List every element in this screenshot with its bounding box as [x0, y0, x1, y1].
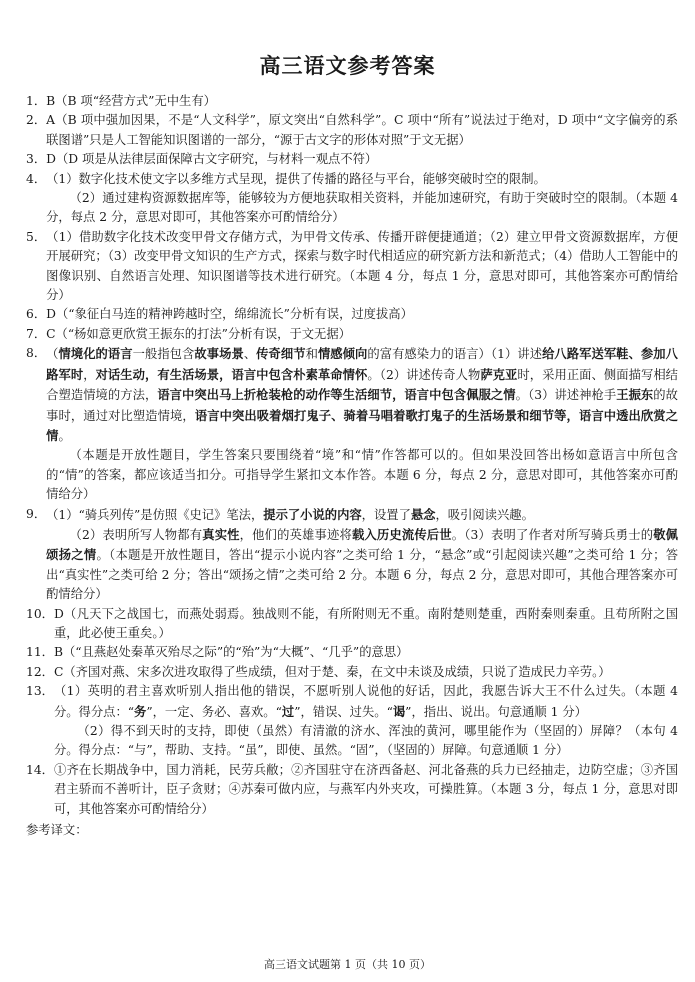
- answer-item: [26, 228, 678, 306]
- key-phrase: 载入历史流传后世: [351, 526, 452, 542]
- text-segment: （2）表明所写人物都有: [69, 527, 203, 542]
- answer-sub: （本题是开放性题目，学生答案只要围绕着“境”和“情”作答都可以的。但如果没回答出杨如意语言中所包含的“情”的答案，都应该适当扣分。可指导学生紧扣文本作答。本题 6 分，每点 2 分，意思对即可，其他答案亦可酌情给分）: [46, 448, 678, 502]
- key-phrase: 敬佩颂扬之情: [46, 526, 678, 563]
- key-phrase: 情感倾向: [317, 346, 368, 362]
- key-phrase: 真实性: [202, 526, 240, 542]
- answer-item: [26, 643, 678, 662]
- answer-main: D（D 项是从法律层面保障古文字研究，与材料一观点不符）: [46, 152, 378, 167]
- answer-text: [46, 325, 678, 344]
- text-segment: ”，错误、过失。“: [294, 704, 393, 719]
- answer-sub: [46, 525, 678, 605]
- answer-text: [54, 663, 678, 682]
- answer-number: 2．: [26, 113, 47, 128]
- answer-text: [46, 305, 678, 324]
- key-phrase: 对话生动，有生活场景，语言中包含朴素革命情怀: [95, 366, 368, 382]
- text-segment: 。（本题是开放性题目，答出“提示小说内容”之类可给 1 分，“悬念”或“引起阅读兴趣”之类可给 1 分；答出“真实性”之类可给 2 分；答出“颂扬之情”之类可给 2 分。本题 6 分，每点 2 分，意思对即可，其他合理答案亦可酌情给分）: [46, 548, 678, 602]
- answer-number: 10．: [26, 606, 54, 621]
- text-segment: （: [46, 347, 59, 362]
- text-segment: 。: [58, 428, 71, 443]
- answer-list: [26, 92, 678, 840]
- answer-text: [54, 643, 678, 662]
- answer-number: 7．: [26, 326, 47, 341]
- key-phrase: 萨克亚: [480, 366, 518, 382]
- text-segment: ，: [83, 367, 96, 382]
- reference-translation-label: 参考译文：: [26, 823, 88, 838]
- answer-number: 12．: [26, 664, 54, 679]
- text-segment: 的故事时，通过对比塑造情境，: [46, 388, 678, 423]
- answer-number: 1．: [26, 94, 47, 108]
- text-segment: 。（3）讲述神枪手: [515, 388, 617, 403]
- text-segment: 。（2）讲述传奇人物: [367, 367, 481, 382]
- answer-item: [26, 344, 678, 504]
- answer-number: 13．: [26, 684, 54, 699]
- text-segment: （1）“骑兵列传”是仿照《史记》笔法，: [46, 507, 264, 522]
- answer-text: [46, 344, 678, 504]
- page-footer: 高三语文试题第 1 页（共 10 页）: [264, 958, 431, 971]
- answer-text: [46, 228, 678, 306]
- text-segment: 。（3）表明了作者对所写骑兵勇士的: [451, 527, 654, 542]
- answer-main: （1）数字化技术使文字以多维方式呈现，提供了传播的路径与平台，能够突破时空的限制。: [46, 171, 546, 186]
- answer-item: [26, 325, 678, 344]
- answer-sub: （2）通过建构资源数据库等，能够较为方便地获取相关资料，并能加速研究，有助于突破时空的限制。（本题 4 分，每点 2 分，意思对即可，其他答案亦可酌情给分）: [46, 191, 678, 225]
- text-segment: 和: [305, 347, 318, 362]
- answer-text: [54, 761, 678, 819]
- text-segment: ，设置了: [361, 507, 411, 522]
- answer-main: B（“且燕赵处秦革灭殆尽之际”的“殆”为“大概”、“几乎”的意思）: [53, 645, 409, 660]
- text-segment: ，吸引阅读兴趣。: [435, 507, 534, 522]
- answer-main: D（凡天下之战国七，而燕处弱焉。独战则不能，有所附则无不重。南附楚则楚重，西附秦则秦重。且苟所附之国重，此必使王重矣。）: [53, 606, 678, 640]
- key-phrase: 过: [281, 703, 295, 719]
- page-title: 高三语文参考答案: [259, 54, 436, 78]
- key-phrase: 谒: [392, 703, 406, 719]
- text-segment: ”，指出、说出。句意通顺 1 分）: [405, 704, 587, 719]
- answer-number: 5．: [26, 229, 47, 244]
- answer-text: [46, 505, 678, 605]
- answer-main: C（齐国对燕、宋多次进攻取得了些成绩，但对于楚、秦，在文中未谈及成绩，只说了造成民力辛劳。）: [53, 664, 611, 679]
- answer-number: 9．: [26, 506, 47, 521]
- answer-item: [26, 505, 678, 605]
- answer-item: [26, 111, 678, 150]
- answer-item: [26, 92, 678, 111]
- key-phrase: 情境化的语言: [58, 346, 133, 362]
- answer-text: [54, 682, 678, 761]
- key-phrase: 故事场景: [194, 346, 244, 362]
- answer-number: 4．: [26, 171, 47, 186]
- answer-number: 11．: [26, 645, 54, 660]
- key-phrase: 给八路军送军鞋、参加八路军时: [46, 346, 678, 382]
- answer-item: [26, 761, 678, 819]
- answer-text: [46, 170, 678, 228]
- answer-main: [46, 505, 678, 525]
- key-phrase: 语言中突出吸着烟打鬼子、骑着马唱着歌打鬼子的生活场景和细节等，语言中透出欣赏之情: [46, 407, 678, 443]
- answer-number: 14．: [26, 762, 54, 777]
- key-phrase: 王振东: [616, 387, 654, 403]
- answer-number: 8．: [26, 346, 47, 361]
- key-phrase: 悬念: [410, 506, 436, 522]
- answer-item: [26, 682, 678, 761]
- answer-item: [26, 170, 678, 228]
- answer-text: [46, 92, 678, 111]
- answer-main: C（“杨如意更欣赏王振东的打法”分析有误，于文无据）: [46, 326, 351, 341]
- key-phrase: 传奇细节: [256, 346, 306, 362]
- key-phrase: 语言中突出马上折枪装枪的动作等生活细节，语言中包含佩服之情: [157, 387, 516, 403]
- text-segment: （1）英明的君主喜欢听别人指出他的错误，不愿听别人说他的好话，因此，我愿告诉大王不什么过失。（本题 4 分。得分点：“: [53, 684, 678, 719]
- answer-number: 6．: [26, 307, 47, 322]
- answer-item: [26, 663, 678, 682]
- answer-item: [26, 605, 678, 644]
- answer-sub: [54, 722, 678, 761]
- text-segment: ，他们的英雄事迹将: [239, 527, 352, 542]
- text-segment: 的富有感染力的语言）（1）讲述: [367, 347, 543, 362]
- answer-text: [46, 150, 678, 169]
- key-phrase: 提示了小说的内容: [263, 506, 362, 522]
- text-segment: （2）得不到天时的支持，即使（虽然）有清澈的济水、浑浊的黄河，哪里能作为（坚固的）屏障？（本句 4 分。得分点：“与”，帮助、支持。“虽”，即使、虽然。“固”，（坚固的）屏障。句意通顺 1 分）: [53, 724, 678, 758]
- text-segment: ”，一定、务必、喜欢。“: [146, 704, 282, 719]
- answer-main: [54, 682, 678, 722]
- text-segment: 时，采用正面、侧面描写相结合塑造情境的方法，: [46, 367, 678, 403]
- answer-number: 3．: [26, 152, 47, 167]
- answer-text: [54, 605, 678, 644]
- text-segment: 、: [243, 347, 257, 362]
- answer-main: B（B 项“经营方式”无中生有）: [46, 94, 216, 108]
- answer-item: [26, 305, 678, 324]
- answer-main: A（B 项中强加因果，不是“人文科学”，原文突出“自然科学”。C 项中“所有”说法过于绝对，D 项中“文字偏旁的系联图谱”只是人工智能知识图谱的一部分，“源于古文字的形体对照”于文无据）: [46, 113, 678, 147]
- text-segment: 一般指包含: [132, 347, 195, 362]
- answer-main: D（“象征白马连的精神跨越时空，绵绵流长”分析有误，过度拔高）: [46, 307, 413, 322]
- answer-main: ①齐在长期战争中，国力消耗，民劳兵敝；②齐国驻守在济西备赵、河北备燕的兵力已经抽走，边防空虚；③齐国君主骄而不善听计，臣子贪财；④苏秦可做内应，与燕军内外夹攻，可操胜算。（本题 3 分，每点 1 分，意思对即可，其他答案亦可酌情给分）: [53, 762, 678, 816]
- key-phrase: 务: [134, 703, 147, 719]
- answer-text: [46, 111, 678, 150]
- answer-main: [46, 344, 678, 446]
- answer-main: （1）借助数字化技术改变甲骨文存储方式，为甲骨文传承、传播开辟便捷通道；（2）建立甲骨文资源数据库，方便开展研究；（3）改变甲骨文知识的生产方式，探索与数字时代相适应的研究新方法和新范式；（4）借助人工智能中的图像识别、自然语言处理、知识图谱等技术进行研究。（本题 4 分，每点 1 分，意思对即可，其他答案亦可酌情给分）: [46, 229, 678, 303]
- answer-item: [26, 150, 678, 169]
